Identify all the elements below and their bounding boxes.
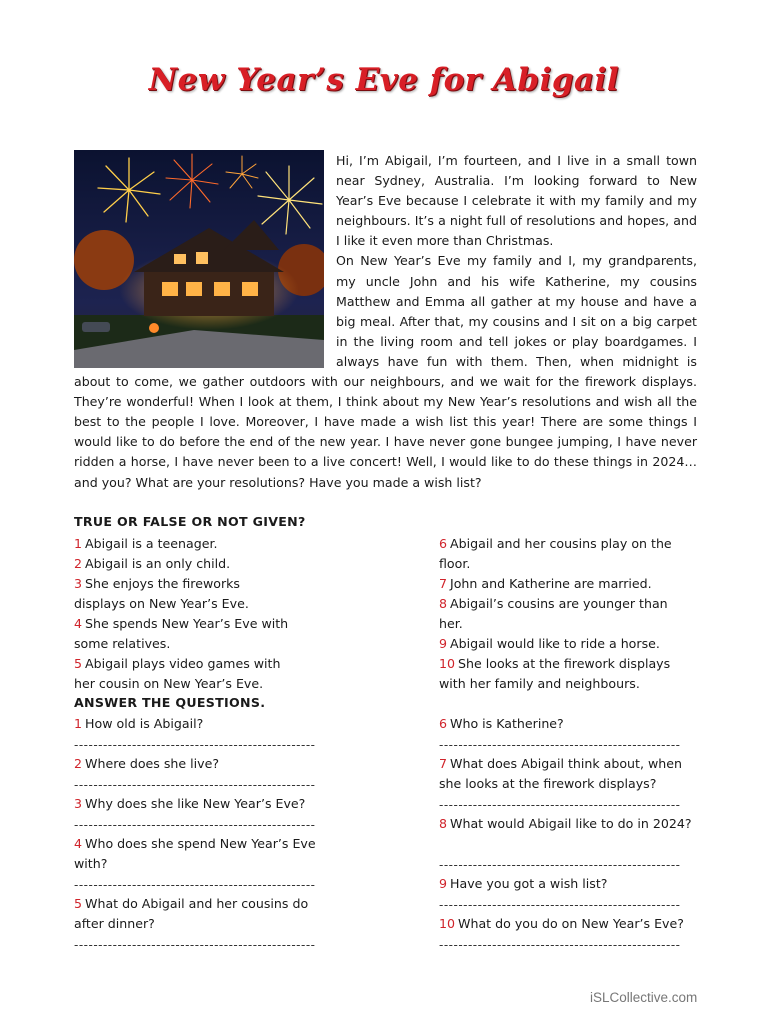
story-paragraph-2: On New Year’s Eve my family and I, my grandparents, my uncle John and his wife Katherine, my cousins Matthew and Emma all gather at my house and have a big meal. After that, my cousins and I sit on a big carpet in the living room and tell jokes or play boardgames. I always have fun with them. Then, when midnight is about to come, we gather outdoors with our neighbours, and we wait for the firework displays. They’re wonderful! When I look at them, I think about my New Year’s resolutions and wish all the best to the people I love. Moreover, I have made a wish list this year! There are some things I would like to do before the end of the new year. I have never gone bungee jumping, I have never ridden a horse, I have never been to a live concert! Well, I would like to do these things in 2024… and you? What are your resolutions? Have you made a wish list? xyxy=(74,253,697,490)
answer-line: -------------------------------------------------- xyxy=(74,818,316,832)
question-item: 5 What do Abigail and her cousins do after dinner? xyxy=(74,896,309,932)
tf-item: 4 She spends New Year’s Eve with some relatives. xyxy=(74,616,289,652)
true-false-heading: TRUE OR FALSE OR NOT GIVEN? xyxy=(74,514,306,529)
site-watermark: iSLCollective.com xyxy=(590,990,698,1005)
story-paragraph-1: Hi, I’m Abigail, I’m fourteen, and I live in a small town near Sydney, Australia. I’m looking forward to New Year’s Eve because I celebrate it with my family and my neighbours. It’s a night full of resolutions and hopes, and I like it even more than Christmas. xyxy=(336,153,697,249)
answer-line: -------------------------------------------------- xyxy=(74,778,316,792)
answer-line: -------------------------------------------------- xyxy=(439,898,681,912)
question-item: 9 Have you got a wish list? xyxy=(439,876,608,891)
question-item: 7 What does Abigail think about, when she looks at the firework displays? xyxy=(439,756,682,792)
tf-item: 3 She enjoys the fireworks displays on New Year’s Eve. xyxy=(74,576,249,612)
answer-line: -------------------------------------------------- xyxy=(439,858,681,872)
question-item: 2 Where does she live? xyxy=(74,756,220,771)
page-title: New Year’s Eve for Abigail xyxy=(148,62,620,98)
tf-item: 9 Abigail would like to ride a horse. xyxy=(439,636,660,651)
tf-item: 1 Abigail is a teenager. xyxy=(74,536,218,551)
answer-line: -------------------------------------------------- xyxy=(74,938,316,952)
tf-item: 8 Abigail’s cousins are younger than her. xyxy=(439,596,668,632)
tf-item: 10 She looks at the firework displays with her family and neighbours. xyxy=(439,656,671,692)
answer-line: -------------------------------------------------- xyxy=(439,738,681,752)
question-item: 3 Why does she like New Year’s Eve? xyxy=(74,796,306,811)
question-item: 6 Who is Katherine? xyxy=(439,716,564,731)
tf-item: 2 Abigail is an only child. xyxy=(74,556,231,571)
answer-line: -------------------------------------------------- xyxy=(74,878,316,892)
tf-item: 6 Abigail and her cousins play on the floor. xyxy=(439,536,672,572)
answer-line: -------------------------------------------------- xyxy=(74,738,316,752)
question-item: 10 What do you do on New Year’s Eve? xyxy=(439,916,684,931)
answer-line: -------------------------------------------------- xyxy=(439,798,681,812)
tf-item: 7 John and Katherine are married. xyxy=(439,576,652,591)
question-item: 1 How old is Abigail? xyxy=(74,716,204,731)
answer-line: -------------------------------------------------- xyxy=(439,938,681,952)
question-item: 8 What would Abigail like to do in 2024? xyxy=(439,816,692,831)
question-item: 4 Who does she spend New Year’s Eve with? xyxy=(74,836,316,872)
answer-questions-heading: ANSWER THE QUESTIONS. xyxy=(74,695,266,710)
tf-item: 5 Abigail plays video games with her cousin on New Year’s Eve. xyxy=(74,656,281,692)
story-text xyxy=(74,151,697,493)
